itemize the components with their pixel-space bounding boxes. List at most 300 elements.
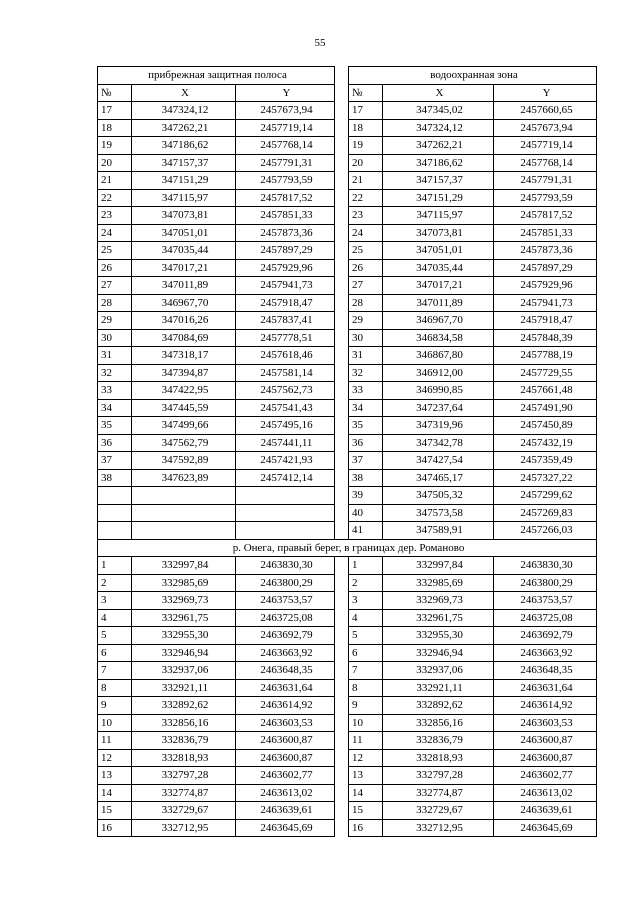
table-row: [98, 487, 597, 505]
right-point-number: 2: [349, 574, 383, 592]
left-x-value: 347011,89: [132, 277, 236, 295]
right-x-value: 332836,79: [383, 732, 494, 750]
left-point-number: 36: [98, 434, 132, 452]
right-y-value: 2457491,90: [494, 399, 597, 417]
table-row: [98, 662, 597, 680]
left-y-value: 2463645,69: [236, 819, 335, 837]
right-x-value: 347157,37: [383, 172, 494, 190]
left-point-number: 10: [98, 714, 132, 732]
left-y-value: 2463692,79: [236, 627, 335, 645]
right-x-value: 346990,85: [383, 382, 494, 400]
right-point-number: 14: [349, 784, 383, 802]
left-x-value: 347318,17: [132, 347, 236, 365]
left-point-number: 29: [98, 312, 132, 330]
left-x-value: 347422,95: [132, 382, 236, 400]
right-y-value: 2457873,36: [494, 242, 597, 260]
right-x-value: 332961,75: [383, 609, 494, 627]
right-point-number: 39: [349, 487, 383, 505]
table-row: [98, 294, 597, 312]
left-x-value: 332712,95: [132, 819, 236, 837]
left-y-value: 2457421,93: [236, 452, 335, 470]
column-gap: [335, 452, 349, 470]
right-point-number: 38: [349, 469, 383, 487]
left-point-number: 27: [98, 277, 132, 295]
left-y-value: 2457778,51: [236, 329, 335, 347]
left-x-value: 347262,21: [132, 119, 236, 137]
right-x-value: 347237,64: [383, 399, 494, 417]
left-point-number: 34: [98, 399, 132, 417]
left-y-value: 2457918,47: [236, 294, 335, 312]
left-point-number: 1: [98, 557, 132, 575]
left-x-value: [132, 487, 236, 505]
right-x-value: 332937,06: [383, 662, 494, 680]
left-x-value: 347394,87: [132, 364, 236, 382]
left-x-value: 332969,73: [132, 592, 236, 610]
right-x-value: 347573,58: [383, 504, 494, 522]
left-y-value: 2457768,14: [236, 137, 335, 155]
left-y-value: [236, 504, 335, 522]
table-row: [98, 749, 597, 767]
right-y-value: 2463663,92: [494, 644, 597, 662]
right-y-value: 2457768,14: [494, 154, 597, 172]
left-y-value: 2463602,77: [236, 767, 335, 785]
right-x-value: 332818,93: [383, 749, 494, 767]
right-y-value: 2457719,14: [494, 137, 597, 155]
right-point-number: 21: [349, 172, 383, 190]
left-table-title: прибрежная защитная полоса: [98, 67, 335, 85]
table-row: [98, 242, 597, 260]
left-point-number: 18: [98, 119, 132, 137]
right-x-value: 347051,01: [383, 242, 494, 260]
table-row: [98, 557, 597, 575]
right-x-value: 332969,73: [383, 592, 494, 610]
right-y-value: 2457793,59: [494, 189, 597, 207]
left-x-value: 347623,89: [132, 469, 236, 487]
left-y-value: 2457412,14: [236, 469, 335, 487]
column-gap: [335, 802, 349, 820]
section-title: р. Онега, правый берег, в границах дер. Романово: [98, 539, 597, 557]
right-x-value: 347345,02: [383, 102, 494, 120]
right-x-value: 347115,97: [383, 207, 494, 225]
column-gap: [335, 137, 349, 155]
column-gap: [335, 259, 349, 277]
column-gap: [335, 67, 349, 85]
left-y-value: 2457897,29: [236, 242, 335, 260]
table-row: [98, 732, 597, 750]
left-y-value: 2463663,92: [236, 644, 335, 662]
right-x-value: 346867,80: [383, 347, 494, 365]
table-row: [98, 609, 597, 627]
column-gap: [335, 189, 349, 207]
table-row: [98, 767, 597, 785]
right-y-value: 2457299,62: [494, 487, 597, 505]
left-y-value: 2463830,30: [236, 557, 335, 575]
table-row: [98, 627, 597, 645]
table-row: [98, 189, 597, 207]
right-point-number: 28: [349, 294, 383, 312]
left-x-value: 332892,62: [132, 697, 236, 715]
left-point-number: 17: [98, 102, 132, 120]
right-y-value: 2457729,55: [494, 364, 597, 382]
right-point-number: 40: [349, 504, 383, 522]
right-y-value: 2457817,52: [494, 207, 597, 225]
table-row: [98, 802, 597, 820]
left-point-number: 30: [98, 329, 132, 347]
column-gap: [335, 207, 349, 225]
table-row: [98, 137, 597, 155]
right-point-number: 3: [349, 592, 383, 610]
right-point-number: 5: [349, 627, 383, 645]
left-y-value: 2457929,96: [236, 259, 335, 277]
right-point-number: 16: [349, 819, 383, 837]
column-gap: [335, 154, 349, 172]
right-x-value: 346967,70: [383, 312, 494, 330]
right-x-value: 347017,21: [383, 277, 494, 295]
right-point-number: 9: [349, 697, 383, 715]
left-x-value: 347073,81: [132, 207, 236, 225]
right-point-number: 10: [349, 714, 383, 732]
table-row: [98, 417, 597, 435]
left-point-number: 22: [98, 189, 132, 207]
left-y-value: 2457851,33: [236, 207, 335, 225]
right-y-value: 2463692,79: [494, 627, 597, 645]
column-gap: [335, 732, 349, 750]
left-x-value: 332856,16: [132, 714, 236, 732]
left-point-number: [98, 487, 132, 505]
right-point-number: 32: [349, 364, 383, 382]
right-y-value: 2457359,49: [494, 452, 597, 470]
column-gap: [335, 679, 349, 697]
table-row: [98, 819, 597, 837]
left-y-value: 2463648,35: [236, 662, 335, 680]
left-x-value: 347592,89: [132, 452, 236, 470]
left-point-number: 13: [98, 767, 132, 785]
right-y-value: 2457918,47: [494, 312, 597, 330]
column-gap: [335, 557, 349, 575]
table-row: [98, 679, 597, 697]
left-num-header: №: [98, 84, 132, 102]
column-gap: [335, 522, 349, 540]
table-row: [98, 172, 597, 190]
right-point-number: 4: [349, 609, 383, 627]
right-y-value: 2463648,35: [494, 662, 597, 680]
right-x-value: 332946,94: [383, 644, 494, 662]
right-point-number: 24: [349, 224, 383, 242]
left-x-value: 332961,75: [132, 609, 236, 627]
left-point-number: 6: [98, 644, 132, 662]
right-point-number: 34: [349, 399, 383, 417]
right-y-value: 2463631,64: [494, 679, 597, 697]
right-table-title: водоохранная зона: [349, 67, 597, 85]
right-point-number: 30: [349, 329, 383, 347]
left-y-value: 2457793,59: [236, 172, 335, 190]
column-gap: [335, 329, 349, 347]
right-y-value: 2457269,83: [494, 504, 597, 522]
column-gap: [335, 697, 349, 715]
left-x-value: 332946,94: [132, 644, 236, 662]
left-x-value: 347324,12: [132, 102, 236, 120]
left-x-value: 347499,66: [132, 417, 236, 435]
column-header-row: [98, 84, 597, 102]
right-x-value: 332712,95: [383, 819, 494, 837]
left-y-value: 2463614,92: [236, 697, 335, 715]
right-point-number: 25: [349, 242, 383, 260]
column-gap: [335, 627, 349, 645]
table-row: [98, 469, 597, 487]
table-row: [98, 504, 597, 522]
right-x-value: 347465,17: [383, 469, 494, 487]
table-row: [98, 784, 597, 802]
right-point-number: 29: [349, 312, 383, 330]
right-x-value: 332797,28: [383, 767, 494, 785]
left-point-number: 28: [98, 294, 132, 312]
left-point-number: 33: [98, 382, 132, 400]
table-title-row: [98, 67, 597, 85]
table-row: [98, 714, 597, 732]
column-gap: [335, 172, 349, 190]
table-row: [98, 207, 597, 225]
left-x-value: 347151,29: [132, 172, 236, 190]
left-x-value: 332774,87: [132, 784, 236, 802]
right-x-value: 346912,00: [383, 364, 494, 382]
table-row: [98, 452, 597, 470]
left-point-number: 21: [98, 172, 132, 190]
left-x-header: X: [132, 84, 236, 102]
left-point-number: 16: [98, 819, 132, 837]
right-x-value: 347505,32: [383, 487, 494, 505]
left-point-number: 37: [98, 452, 132, 470]
right-x-header: X: [383, 84, 494, 102]
left-y-value: 2457673,94: [236, 102, 335, 120]
right-point-number: 13: [349, 767, 383, 785]
right-point-number: 20: [349, 154, 383, 172]
left-x-value: 332797,28: [132, 767, 236, 785]
right-x-value: 347589,91: [383, 522, 494, 540]
column-gap: [335, 749, 349, 767]
left-point-number: 7: [98, 662, 132, 680]
left-point-number: 4: [98, 609, 132, 627]
left-y-value: 2457719,14: [236, 119, 335, 137]
right-x-value: 332774,87: [383, 784, 494, 802]
right-x-value: 347011,89: [383, 294, 494, 312]
left-point-number: 19: [98, 137, 132, 155]
table-row: [98, 329, 597, 347]
right-y-value: 2463645,69: [494, 819, 597, 837]
left-x-value: 332937,06: [132, 662, 236, 680]
right-y-value: 2457661,48: [494, 382, 597, 400]
column-gap: [335, 662, 349, 680]
right-x-value: 332729,67: [383, 802, 494, 820]
right-x-value: 332892,62: [383, 697, 494, 715]
left-y-value: 2457837,41: [236, 312, 335, 330]
table-row: [98, 592, 597, 610]
right-x-value: 347319,96: [383, 417, 494, 435]
left-x-value: 332997,84: [132, 557, 236, 575]
left-point-number: 38: [98, 469, 132, 487]
table-row: [98, 224, 597, 242]
column-gap: [335, 399, 349, 417]
column-gap: [335, 714, 349, 732]
column-gap: [335, 242, 349, 260]
right-y-value: 2457327,22: [494, 469, 597, 487]
right-x-value: 332921,11: [383, 679, 494, 697]
column-gap: [335, 469, 349, 487]
right-point-number: 17: [349, 102, 383, 120]
left-x-value: 346967,70: [132, 294, 236, 312]
right-y-value: 2463753,57: [494, 592, 597, 610]
left-point-number: 26: [98, 259, 132, 277]
right-point-number: 7: [349, 662, 383, 680]
column-gap: [335, 592, 349, 610]
left-x-value: 332836,79: [132, 732, 236, 750]
left-y-value: 2457618,46: [236, 347, 335, 365]
right-point-number: 6: [349, 644, 383, 662]
table-row: [98, 382, 597, 400]
right-point-number: 19: [349, 137, 383, 155]
right-y-value: 2457450,89: [494, 417, 597, 435]
left-point-number: 5: [98, 627, 132, 645]
table-row: [98, 119, 597, 137]
column-gap: [335, 644, 349, 662]
left-y-header: Y: [236, 84, 335, 102]
table-row: [98, 277, 597, 295]
table-row: [98, 347, 597, 365]
table-row: [98, 434, 597, 452]
left-point-number: 23: [98, 207, 132, 225]
left-x-value: 332985,69: [132, 574, 236, 592]
left-point-number: 2: [98, 574, 132, 592]
right-point-number: 15: [349, 802, 383, 820]
column-gap: [335, 84, 349, 102]
left-y-value: 2457581,14: [236, 364, 335, 382]
table-row: [98, 312, 597, 330]
right-point-number: 26: [349, 259, 383, 277]
right-y-value: 2457897,29: [494, 259, 597, 277]
right-x-value: 332997,84: [383, 557, 494, 575]
column-gap: [335, 574, 349, 592]
left-point-number: 15: [98, 802, 132, 820]
right-y-value: 2457941,73: [494, 294, 597, 312]
left-y-value: 2457873,36: [236, 224, 335, 242]
right-point-number: 22: [349, 189, 383, 207]
right-y-value: 2463613,02: [494, 784, 597, 802]
column-gap: [335, 767, 349, 785]
page-number: 55: [314, 37, 326, 49]
table-row: [98, 697, 597, 715]
left-point-number: 20: [98, 154, 132, 172]
left-y-value: [236, 522, 335, 540]
left-y-value: 2463603,53: [236, 714, 335, 732]
right-x-value: 347151,29: [383, 189, 494, 207]
column-gap: [335, 487, 349, 505]
left-point-number: 24: [98, 224, 132, 242]
column-gap: [335, 609, 349, 627]
left-y-value: 2457941,73: [236, 277, 335, 295]
column-gap: [335, 504, 349, 522]
left-x-value: 347157,37: [132, 154, 236, 172]
table-row: [98, 102, 597, 120]
left-point-number: 8: [98, 679, 132, 697]
right-y-value: 2457851,33: [494, 224, 597, 242]
table-row: [98, 399, 597, 417]
left-x-value: [132, 522, 236, 540]
left-x-value: 347084,69: [132, 329, 236, 347]
right-y-value: 2457673,94: [494, 119, 597, 137]
right-y-value: 2463725,08: [494, 609, 597, 627]
right-y-value: 2457788,19: [494, 347, 597, 365]
left-y-value: 2457817,52: [236, 189, 335, 207]
right-x-value: 347073,81: [383, 224, 494, 242]
right-y-value: 2457848,39: [494, 329, 597, 347]
left-y-value: 2463800,29: [236, 574, 335, 592]
left-y-value: 2463613,02: [236, 784, 335, 802]
table-row: [98, 364, 597, 382]
left-x-value: 332818,93: [132, 749, 236, 767]
table-row: [98, 644, 597, 662]
right-point-number: 18: [349, 119, 383, 137]
left-y-value: 2463639,61: [236, 802, 335, 820]
right-point-number: 1: [349, 557, 383, 575]
section-title-row: [98, 539, 597, 557]
column-gap: [335, 347, 349, 365]
right-point-number: 31: [349, 347, 383, 365]
right-y-header: Y: [494, 84, 597, 102]
right-point-number: 12: [349, 749, 383, 767]
right-point-number: 37: [349, 452, 383, 470]
left-point-number: 31: [98, 347, 132, 365]
left-point-number: [98, 522, 132, 540]
right-y-value: 2457266,03: [494, 522, 597, 540]
right-y-value: 2457432,19: [494, 434, 597, 452]
table-body: [98, 67, 597, 837]
column-gap: [335, 312, 349, 330]
coordinates-table: [97, 66, 597, 837]
right-x-value: 332985,69: [383, 574, 494, 592]
left-x-value: 347035,44: [132, 242, 236, 260]
table-row: [98, 574, 597, 592]
right-num-header: №: [349, 84, 383, 102]
left-y-value: 2457495,16: [236, 417, 335, 435]
left-y-value: [236, 487, 335, 505]
right-x-value: 347186,62: [383, 154, 494, 172]
left-point-number: 11: [98, 732, 132, 750]
left-x-value: 347051,01: [132, 224, 236, 242]
column-gap: [335, 224, 349, 242]
left-y-value: 2463631,64: [236, 679, 335, 697]
right-y-value: 2463639,61: [494, 802, 597, 820]
column-gap: [335, 102, 349, 120]
left-point-number: 12: [98, 749, 132, 767]
left-x-value: 347016,26: [132, 312, 236, 330]
column-gap: [335, 277, 349, 295]
left-y-value: 2463600,87: [236, 732, 335, 750]
right-x-value: 347427,54: [383, 452, 494, 470]
right-y-value: 2463602,77: [494, 767, 597, 785]
left-point-number: 35: [98, 417, 132, 435]
column-gap: [335, 364, 349, 382]
left-point-number: 32: [98, 364, 132, 382]
left-y-value: 2463753,57: [236, 592, 335, 610]
right-y-value: 2457791,31: [494, 172, 597, 190]
left-x-value: 332955,30: [132, 627, 236, 645]
left-y-value: 2457562,73: [236, 382, 335, 400]
left-point-number: 9: [98, 697, 132, 715]
right-x-value: 347035,44: [383, 259, 494, 277]
right-x-value: 332856,16: [383, 714, 494, 732]
right-y-value: 2463600,87: [494, 732, 597, 750]
left-y-value: 2457791,31: [236, 154, 335, 172]
right-x-value: 347324,12: [383, 119, 494, 137]
